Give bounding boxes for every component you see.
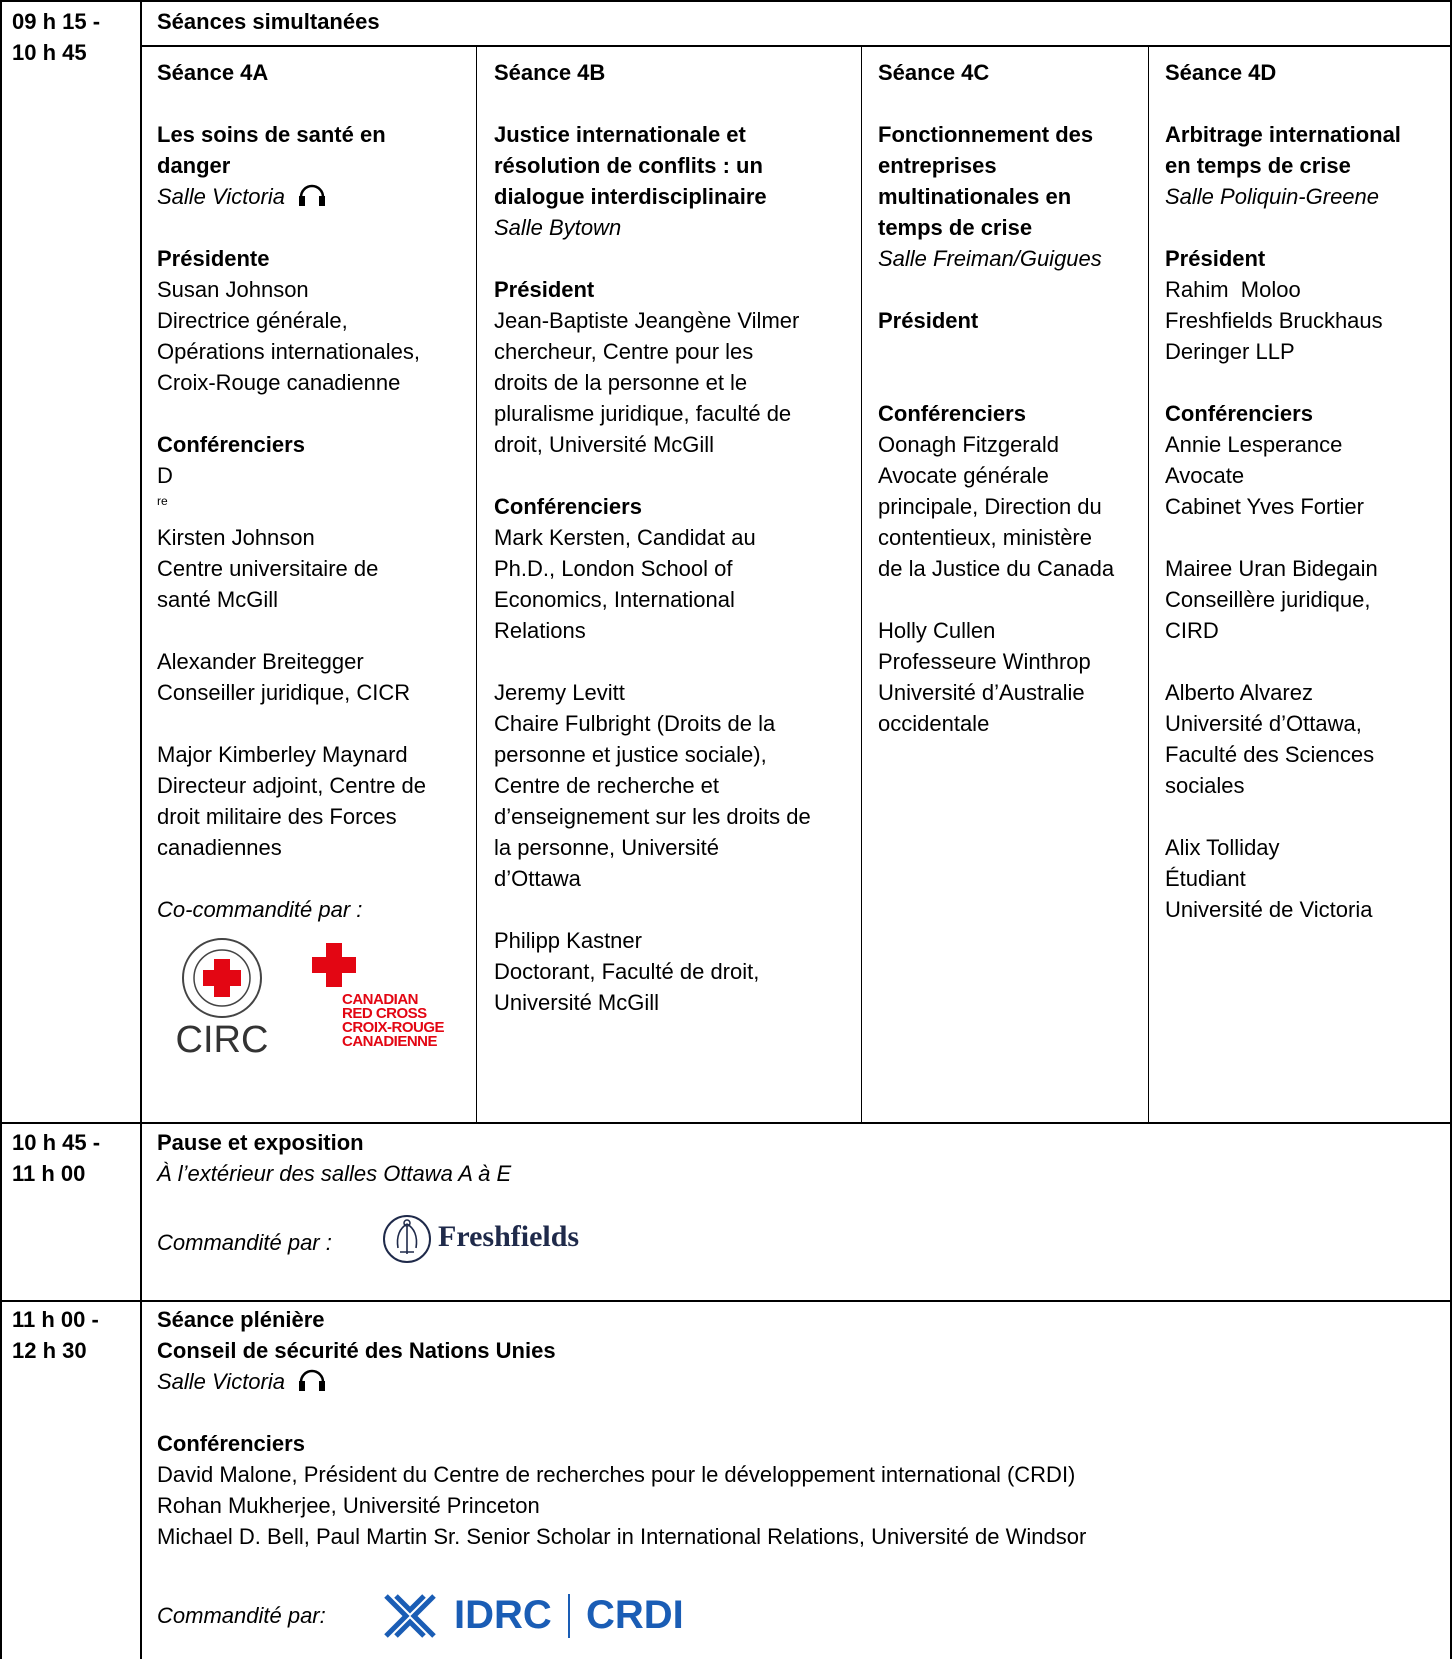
session-room [157,1366,1086,1397]
sponsor-label: Commandité par : [157,1230,332,1255]
speakers-heading: Conférenciers [494,494,642,519]
chair-details: Rahim Moloo Freshfields Bruckhaus Deringer LLP [1165,277,1383,364]
speaker-entry: Oonagh Fitzgerald Avocate générale principale, Direction du contentieux, ministère de la Justice du Canada [878,432,1115,581]
chair-heading: Présidente [157,246,270,271]
session-title: Fonctionnement des entreprises multinationales en temps de crise [878,122,1094,240]
time-column-divider [140,0,142,1659]
idrc-wordmark: IDRC [454,1593,552,1637]
speaker-list [157,1459,1086,1552]
row-heading: Séances simultanées [157,9,380,34]
speaker-entry: Mark Kersten, Candidat au Ph.D., London School of Economics, International Relations [494,525,756,643]
time-end: 10 h 45 [12,40,87,65]
time-slot-1 [12,6,100,68]
plenary-title: Conseil de sécurité des Nations Unies [157,1338,556,1363]
speakers-heading: Conférenciers [1165,401,1313,426]
room-name: Salle Victoria [157,184,285,209]
speaker-entry: Major Kimberley Maynard Directeur adjoint, Centre de droit militaire des Forces canadiennes [157,742,427,860]
session-column-divider [1148,46,1149,1122]
time-slot-3 [12,1304,99,1366]
chair-heading: Président [1165,246,1266,271]
session-room: Salle Bytown [494,215,622,240]
time-end: 11 h 00 [12,1161,86,1186]
time-slot-2 [12,1127,100,1189]
session-room: Salle Freiman/Guigues [878,246,1102,271]
room-name: Salle Victoria [157,1369,285,1394]
time-end: 12 h 30 [12,1338,87,1363]
table-border-left [0,0,2,1659]
speaker-entry: Mairee Uran Bidegain Conseillère juridique, CIRD [1165,556,1378,643]
headphones-icon [297,184,327,208]
time-start: 09 h 15 - [12,9,101,34]
session-header-divider [140,45,1452,47]
speaker-entry: Jeremy Levitt Chaire Fulbright (Droits de la personne et justice sociale), Centre de recherche et d’enseignement sur les droits de la personne, Université d’Ottawa [494,680,811,891]
logo-divider [568,1594,570,1638]
canadian-red-cross-logo [310,943,460,1053]
icrc-logo [168,935,276,1060]
speakers-heading: Conférenciers [878,401,1026,426]
break-block [157,1127,511,1189]
break-location: À l’extérieur des salles Ottawa A à E [157,1161,512,1186]
chair-details: Susan Johnson Directrice générale, Opérations internationales, Croix-Rouge canadienne [157,277,420,395]
crdi-wordmark: CRDI [586,1593,684,1637]
speaker-entry: David Malone, Président du Centre de recherches pour le développement international (CRDI) [157,1462,1076,1487]
idrc-logo [382,1588,722,1644]
session-label: Séance 4A [157,60,269,85]
session-4a [157,57,426,925]
freshfields-logo [382,1212,622,1266]
session-room [157,181,426,212]
table-border-top [0,0,1452,2]
freshfields-emblem-icon [382,1214,432,1264]
session-column-divider [861,46,862,1122]
row-divider [0,1300,1452,1302]
speaker-entry: Alberto Alvarez Université d’Ottawa, Faculté des Sciences sociales [1165,680,1375,798]
speaker-entry: Michael D. Bell, Paul Martin Sr. Senior Scholar in International Relations, Université de Windsor [157,1524,1087,1549]
session-label: Séance 4C [878,60,990,85]
session-4c [878,57,1114,739]
plenary-block [157,1304,1086,1552]
idrc-emblem-icon [382,1592,438,1640]
time-start: 10 h 45 - [12,1130,101,1155]
speakers-heading: Conférenciers [157,432,305,457]
break-title: Pause et exposition [157,1130,364,1155]
freshfields-wordmark: Freshfields [438,1220,580,1253]
chair-heading: Président [494,277,595,302]
icrc-emblem-icon [168,935,276,1060]
session-room: Salle Poliquin-Greene [1165,184,1380,209]
svg-text:CIRC: CIRC [175,1019,269,1060]
speaker-entry: Rohan Mukherjee, Université Princeton [157,1493,540,1518]
session-column-divider [476,46,477,1122]
chair-details: Jean-Baptiste Jeangène Vilmer chercheur, Centre pour les droits de la personne et le pluralisme juridique, faculté de droit, Université McGill [494,308,800,457]
session-4d [1165,57,1401,925]
session-title: Arbitrage international en temps de crise [1165,122,1401,178]
red-cross-wordmark: CANADIAN RED CROSS CROIX-ROUGE CANADIENNE [342,991,445,1050]
headphones-icon [297,1369,327,1393]
session-label: Séance 4D [1165,60,1277,85]
plenary-label: Séance plénière [157,1307,325,1332]
speaker-entry: Philipp Kastner Doctorant, Faculté de droit, Université McGill [494,928,760,1015]
session-4b [494,57,811,1018]
sponsor-label: Co-commandité par : [157,897,363,922]
speakers-heading: Conférenciers [157,1431,305,1456]
sponsor-label: Commandité par: [157,1603,326,1628]
chair-heading: Président [878,308,979,333]
speaker-entry: Alix Tolliday Étudiant Université de Victoria [1165,835,1373,922]
session-title: Les soins de santé en danger [157,122,386,178]
session-title: Justice internationale et résolution de conflits : un dialogue interdisciplinaire [494,122,767,209]
time-start: 11 h 00 - [12,1307,99,1332]
speaker-entry: Annie Lesperance Avocate Cabinet Yves Fortier [1165,432,1364,519]
row-divider [0,1122,1452,1124]
speaker-entry: Alexander Breitegger Conseiller juridique, CICR [157,649,411,705]
session-label: Séance 4B [494,60,606,85]
speaker-entry: D $^{re}$ Kirsten Johnson Centre universitaire de santé McGill [157,463,379,612]
speaker-entry: Holly Cullen Professeure Winthrop Université d’Australie occidentale [878,618,1091,736]
